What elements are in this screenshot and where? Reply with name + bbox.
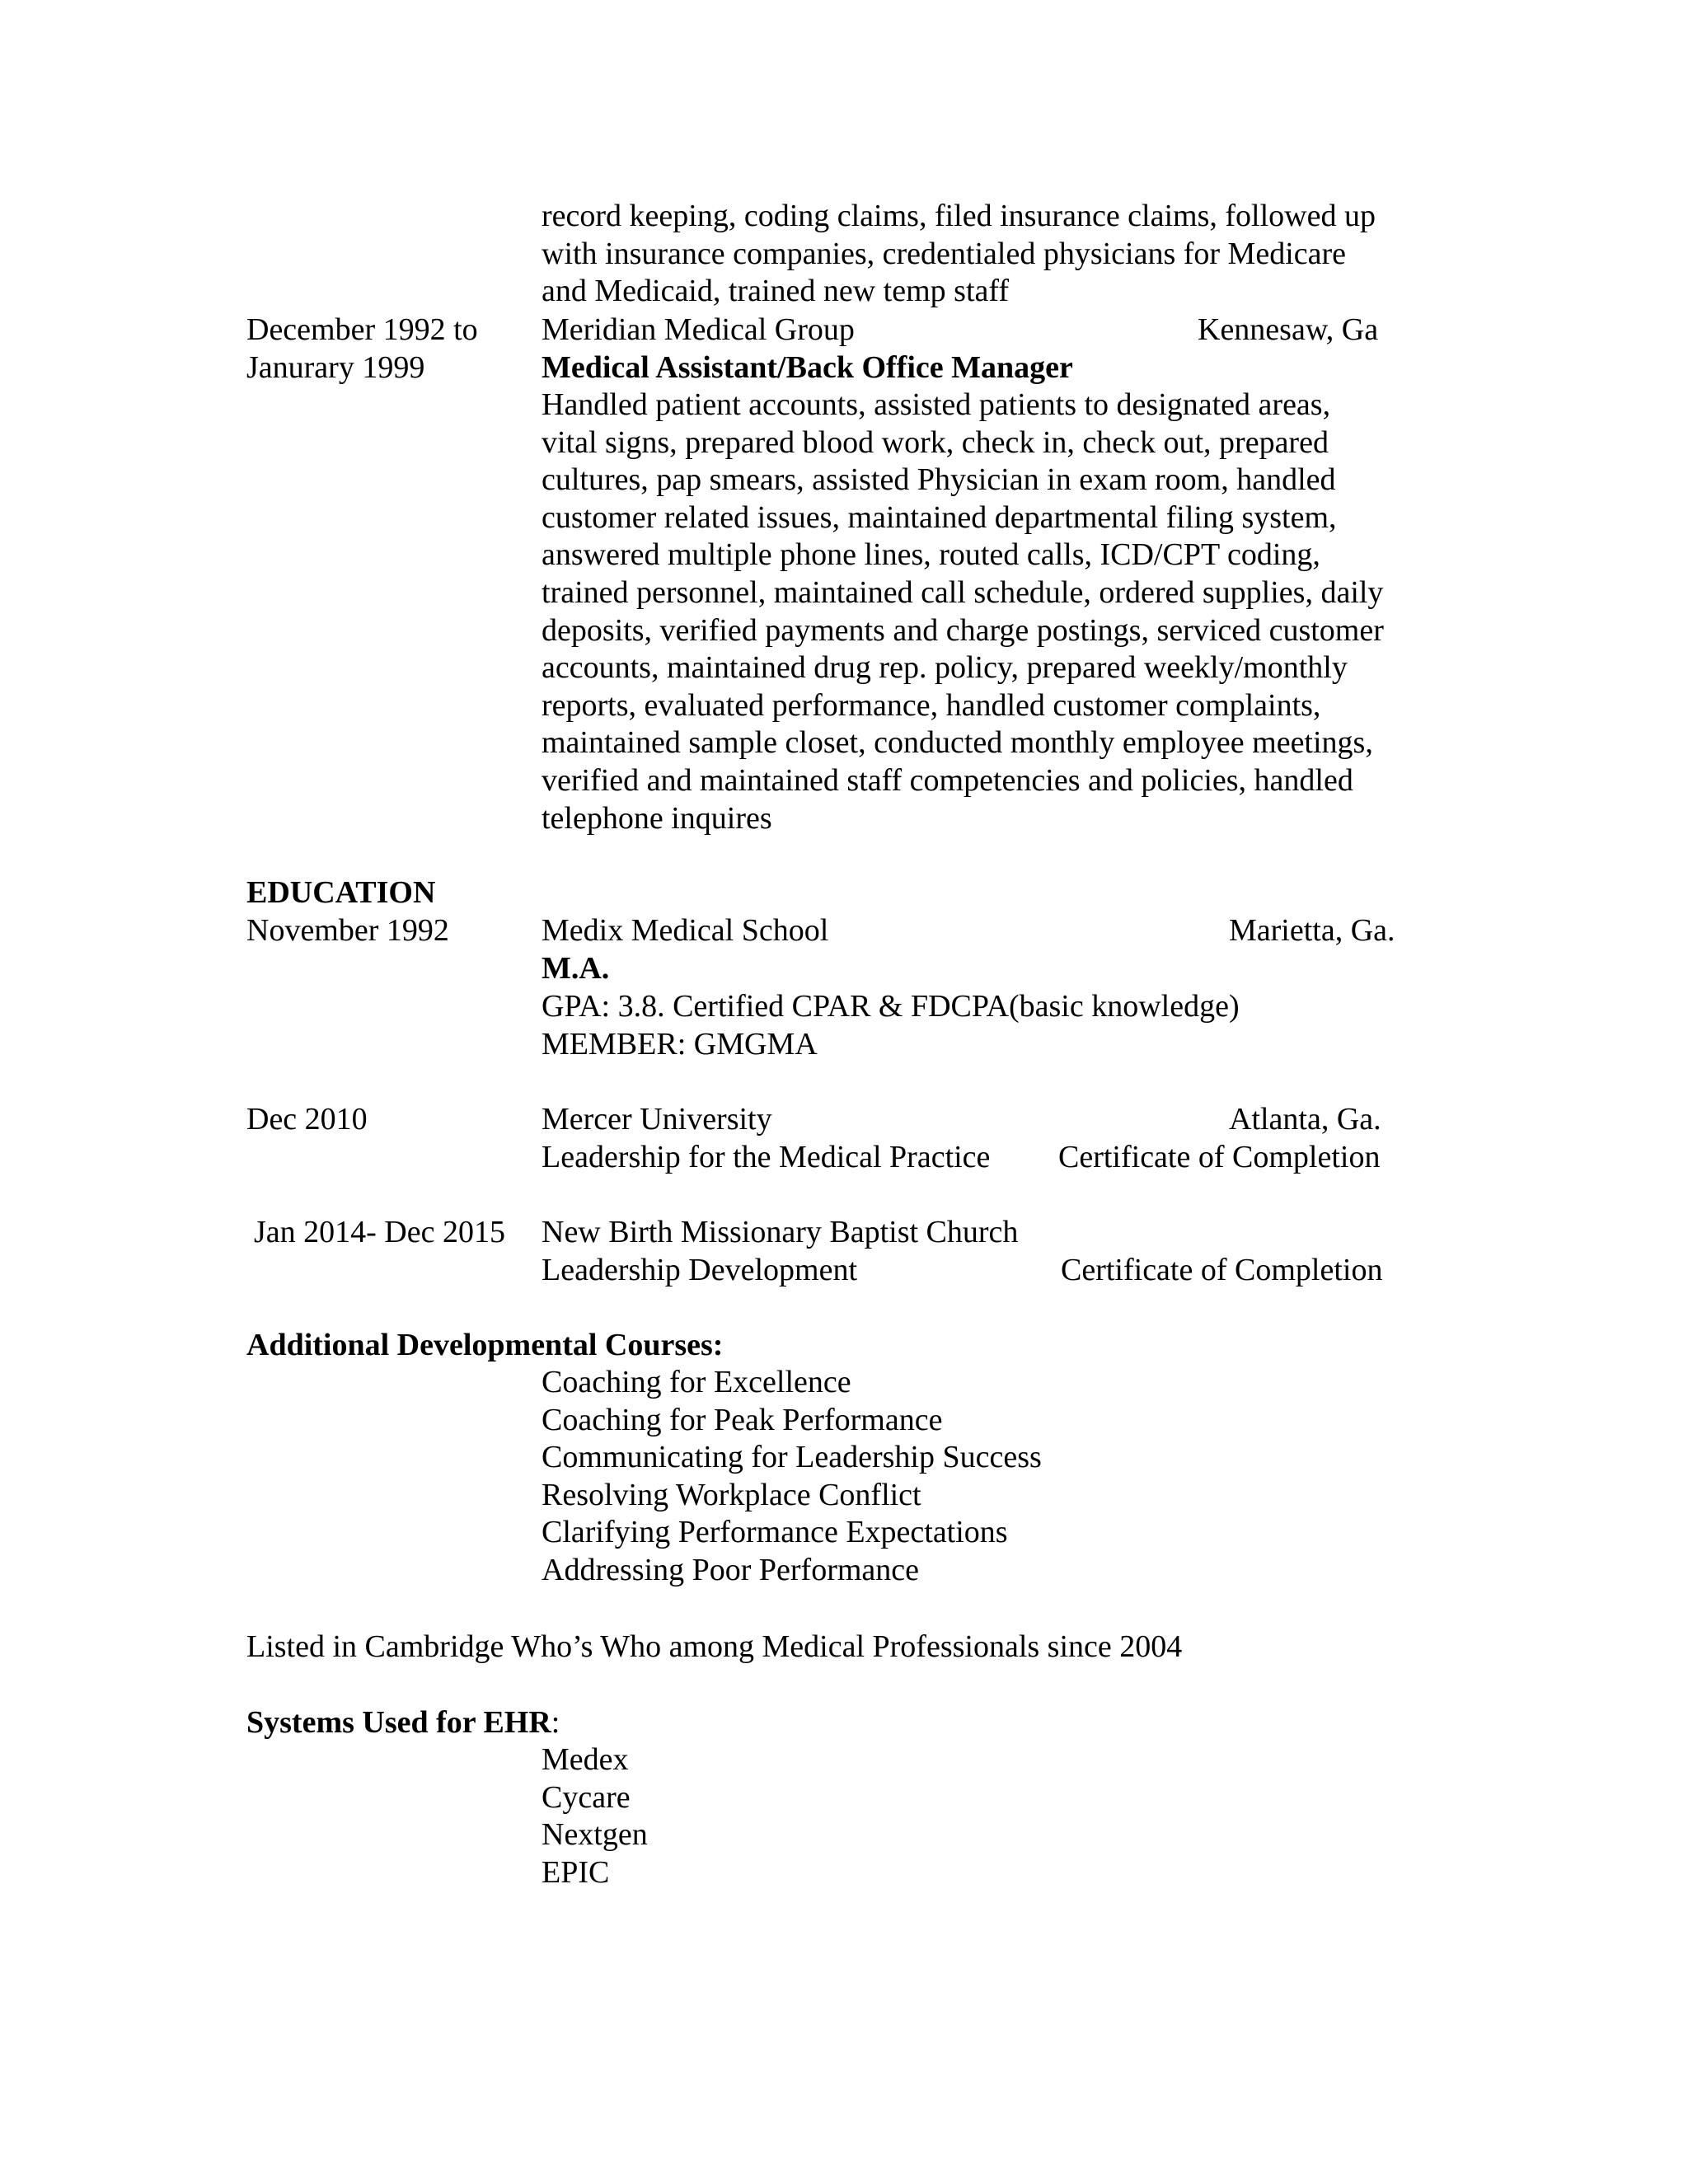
systems-heading-colon: : xyxy=(551,1705,560,1740)
courses-heading: Additional Developmental Courses: xyxy=(246,1328,724,1362)
list-item: Communicating for Leadership Success xyxy=(542,1440,1042,1475)
duties-line: record keeping, coding claims, filed insurance claims, followed up xyxy=(542,199,1376,233)
list-item: Coaching for Excellence xyxy=(542,1365,851,1399)
systems-heading xyxy=(246,1704,560,1741)
job-duties xyxy=(542,387,1384,837)
job-date-end: Janurary 1999 xyxy=(246,350,425,385)
edu-location: Atlanta, Ga. xyxy=(1229,1102,1381,1137)
duties-line: answered multiple phone lines, routed calls, ICD/CPT coding, xyxy=(542,537,1320,573)
list-item: Clarifying Performance Expectations xyxy=(542,1515,1008,1550)
list-item: EPIC xyxy=(542,1854,610,1890)
edu-detail: GPA: 3.8. Certified CPAR & FDCPA(basic knowledge) xyxy=(542,989,1240,1024)
prior-job-duties xyxy=(542,198,1376,311)
edu-program: Leadership Development xyxy=(542,1253,858,1287)
list-item: Cycare xyxy=(542,1779,631,1815)
education-heading: EDUCATION xyxy=(246,875,436,910)
list-item: Medex xyxy=(542,1742,629,1777)
edu-date: November 1992 xyxy=(246,913,449,948)
edu-date: Jan 2014- Dec 2015 xyxy=(254,1215,505,1249)
duties-line: and Medicaid, trained new temp staff xyxy=(542,274,1009,309)
job-location: Kennesaw, Ga xyxy=(1198,312,1379,347)
edu-award: Certificate of Completion xyxy=(1061,1253,1383,1287)
edu-school: New Birth Missionary Baptist Church xyxy=(542,1215,1019,1249)
job-date-start: December 1992 to xyxy=(246,312,478,347)
duties-line: Handled patient accounts, assisted patients to designated areas, xyxy=(542,387,1331,422)
edu-location: Marietta, Ga. xyxy=(1229,913,1395,948)
duties-line: verified and maintained staff competencies and policies, handled xyxy=(542,762,1353,798)
list-item: Nextgen xyxy=(542,1817,648,1853)
duties-line: reports, evaluated performance, handled customer complaints, xyxy=(542,687,1321,723)
duties-line: telephone inquires xyxy=(542,800,772,836)
duties-line: vital signs, prepared blood work, check in, check out, prepared xyxy=(542,424,1329,460)
edu-membership: MEMBER: GMGMA xyxy=(542,1027,818,1062)
duties-line: trained personnel, maintained call schedule, ordered supplies, daily xyxy=(542,574,1384,610)
edu-school: Medix Medical School xyxy=(542,913,829,948)
edu-award: Certificate of Completion xyxy=(1058,1140,1381,1174)
list-item: Resolving Workplace Conflict xyxy=(542,1477,921,1512)
duties-line: cultures, pap smears, assisted Physician in exam room, handled xyxy=(542,462,1336,498)
list-item: Coaching for Peak Performance xyxy=(542,1402,943,1437)
systems-list xyxy=(542,1741,648,1891)
duties-line: accounts, maintained drug rep. policy, prepared weekly/monthly xyxy=(542,650,1348,686)
job-employer: Meridian Medical Group xyxy=(542,312,855,347)
list-item: Addressing Poor Performance xyxy=(542,1552,920,1587)
duties-line: deposits, verified payments and charge postings, serviced customer xyxy=(542,612,1384,648)
edu-degree: M.A. xyxy=(542,951,610,986)
edu-date: Dec 2010 xyxy=(246,1102,368,1137)
courses-list xyxy=(542,1364,1042,1590)
duties-line: with insurance companies, credentialed physicians for Medicare xyxy=(542,236,1347,271)
edu-program: Leadership for the Medical Practice xyxy=(542,1140,991,1174)
duties-line: customer related issues, maintained departmental filing system, xyxy=(542,499,1337,535)
systems-heading-label: Systems Used for EHR xyxy=(246,1705,551,1740)
edu-school: Mercer University xyxy=(542,1102,772,1137)
duties-line: maintained sample closet, conducted monthly employee meetings, xyxy=(542,725,1373,761)
job-title: Medical Assistant/Back Office Manager xyxy=(542,350,1073,385)
recognition-line: Listed in Cambridge Who’s Who among Medical Professionals since 2004 xyxy=(246,1629,1183,1664)
